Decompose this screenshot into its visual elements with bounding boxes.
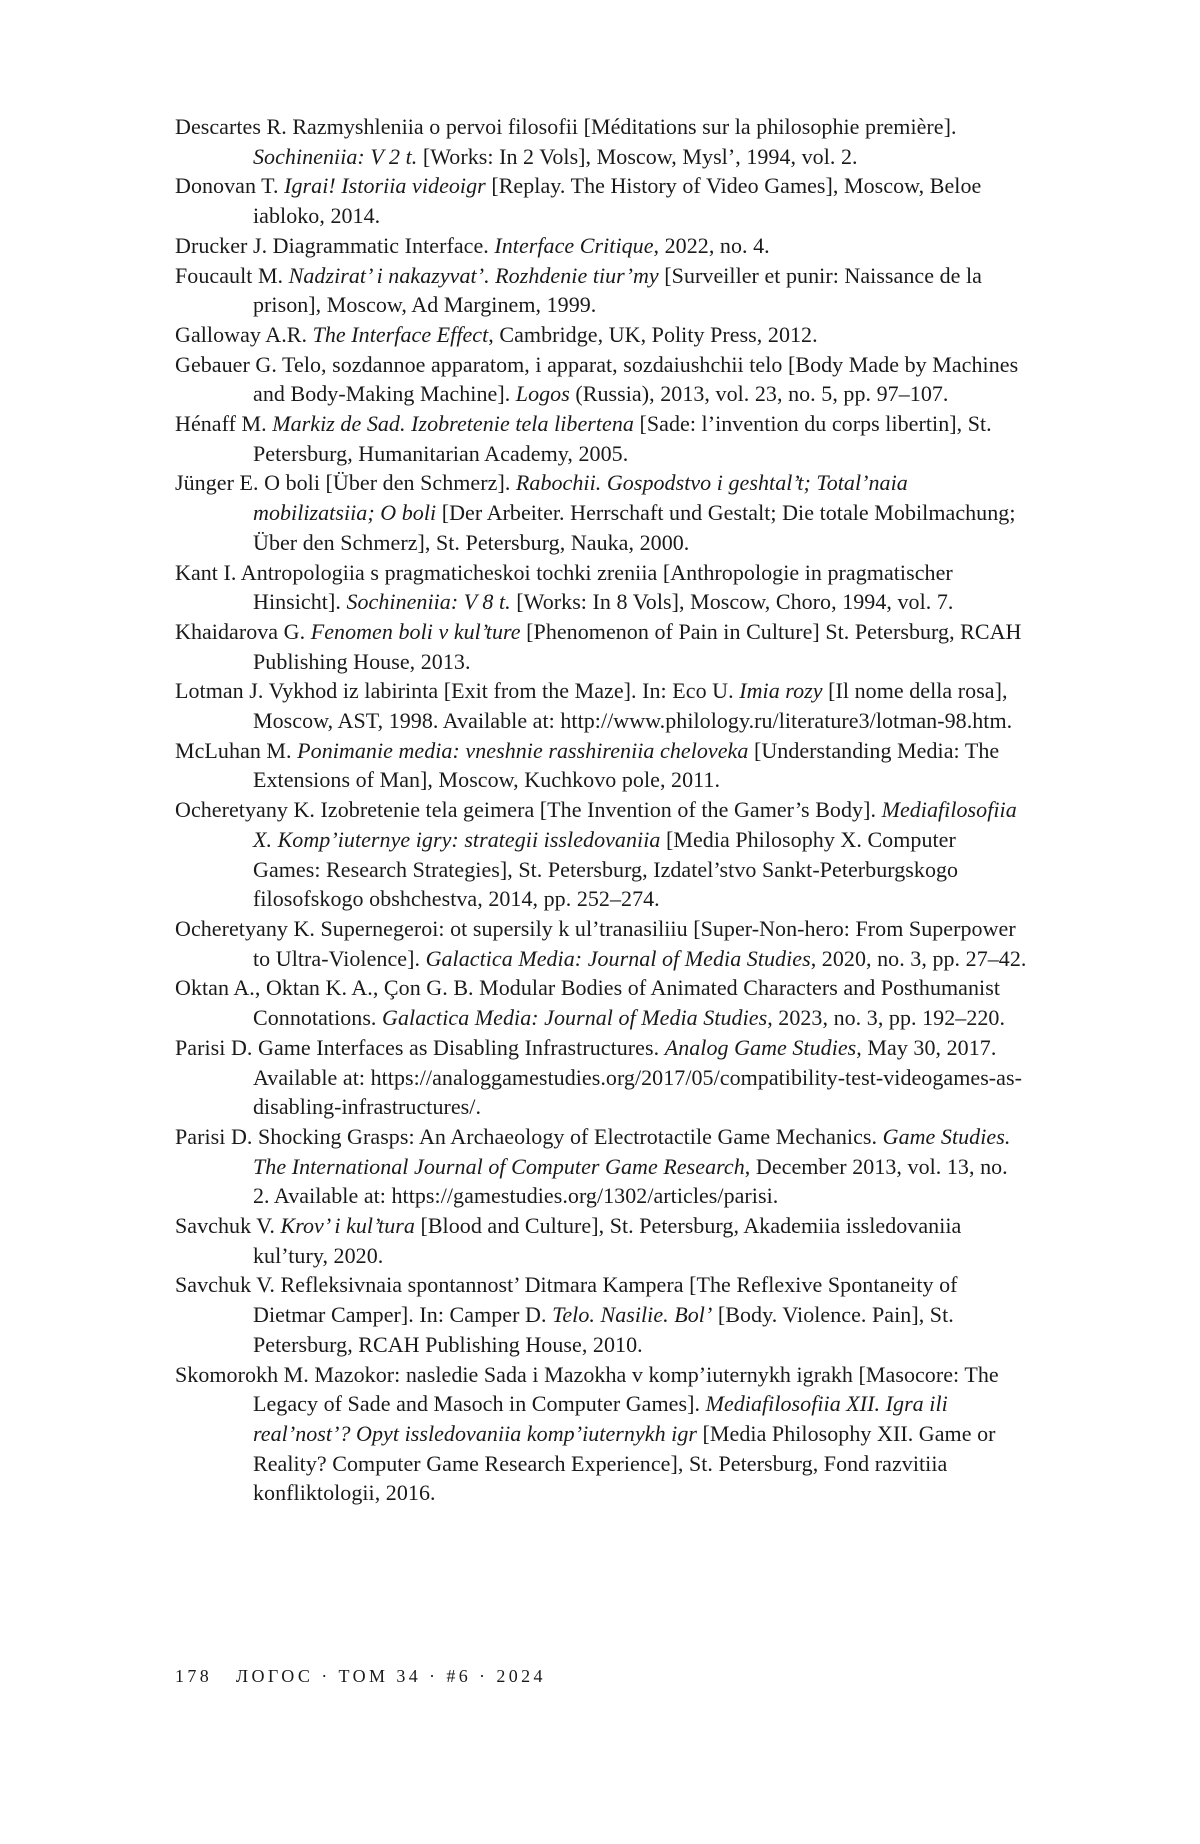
reference-text: , 2023, no. 3, pp. 192–220. (767, 1005, 1006, 1031)
reference-entry (175, 1360, 1027, 1509)
reference-text: , December 2013, vol. 13, no. 2. Available at: https://gamestudies.org/1302/articles/parisi. (253, 1153, 1008, 1209)
reference-title-italic: Galactica Media: Journal of Media Studies (425, 945, 811, 971)
reference-entry (175, 973, 1027, 1032)
reference-title-italic: Mediafilosofiia X. Komp’iuternye igry: strategii issledovaniia (253, 797, 1017, 852)
reference-text: [Media Philosophy XII. Game or Reality? Computer Game Research Experience], St. Petersburg, Fond razvitiia konfliktologii, 2016. (253, 1420, 996, 1506)
reference-entry (175, 261, 1027, 320)
reference-text: [Il nome della rosa], Moscow, AST, 1998. Available at: http://www.philology.ru/literature3/lotman-98.htm. (253, 678, 1013, 734)
reference-text: Savchuk V. (175, 1213, 281, 1239)
reference-text: [Media Philosophy X. Computer Games: Research Strategies], St. Petersburg, Izdatel’stvo Sankt-Peterburgskogo filosofskogo obshchestva, 2014, pp. 252–274. (253, 826, 959, 912)
reference-text: Khaidarova G. (175, 618, 311, 644)
reference-entry (175, 1033, 1027, 1122)
reference-entry (175, 736, 1027, 795)
reference-entry (175, 1122, 1027, 1211)
reference-title-italic: Telo. Nasilie. Bol’ (552, 1302, 713, 1328)
reference-title-italic: Fenomen boli v kul’ture (310, 618, 521, 644)
reference-text: [Understanding Media: The Extensions of Man], Moscow, Kuchkovo pole, 2011. (253, 737, 1000, 793)
reference-title-italic: Analog Game Studies (664, 1034, 857, 1060)
reference-entry (175, 558, 1027, 617)
reference-title-italic: Sochineniia: V 8 t. (346, 589, 511, 615)
reference-title-italic: Interface Critique (494, 232, 654, 258)
reference-title-italic: Markiz de Sad. Izobretenie tela libertena (272, 411, 634, 437)
reference-text: Drucker J. Diagrammatic Interface. (175, 232, 495, 258)
reference-text: McLuhan M. (175, 737, 298, 763)
reference-text: [Body. Violence. Pain], St. Petersburg, RCAH Publishing House, 2010. (253, 1302, 954, 1357)
reference-entry (175, 409, 1027, 468)
reference-entry (175, 231, 1027, 261)
footer-gap (212, 1666, 236, 1686)
reference-text: Donovan T. (175, 173, 285, 199)
reference-text: Oktan A., Oktan K. A., Çon G. B. Modular Bodies of Animated Characters and Posthumanist Connotations. (175, 975, 1000, 1031)
reference-text: Gebauer G. Telo, sozdannoe apparatom, i apparat, sozdaiushchii telo [Body Made by Machines and Body-Making Machine]. (175, 351, 1019, 407)
journal-running-footer: ЛОГОС · ТОМ 34 · #6 · 2024 (235, 1666, 546, 1686)
page-number: 178 (175, 1666, 213, 1686)
reference-text: [Replay. The History of Video Games], Moscow, Beloe iabloko, 2014. (253, 173, 982, 229)
reference-title-italic: Igrai! Istoriia videoigr (284, 173, 486, 199)
reference-text: Lotman J. Vykhod iz labirinta [Exit from the Maze]. In: Eco U. (175, 678, 740, 704)
reference-text: Foucault M. (175, 262, 289, 288)
reference-entry (175, 468, 1027, 557)
page-footer (175, 1666, 546, 1687)
reference-text: , May 30, 2017. Available at: https://analoggamestudies.org/2017/05/compatibility-test-videogames-as-disabling-infrastructures/. (253, 1034, 1022, 1120)
reference-title-italic: Imia rozy (739, 678, 823, 704)
reference-text: (Russia), 2013, vol. 23, no. 5, pp. 97–107. (569, 381, 949, 407)
reference-entry (175, 350, 1027, 409)
reference-entry (175, 1211, 1027, 1270)
reference-text: Savchuk V. Refleksivnaia spontannost’ Ditmara Kampera [The Reflexive Spontaneity of Dietmar Camper]. In: Camper D. (175, 1272, 958, 1328)
reference-entry (175, 112, 1027, 171)
reference-text: , Cambridge, UK, Polity Press, 2012. (488, 321, 818, 347)
reference-title-italic: Mediafilosofiia XII. Igra ili real’nost’? Opyt issledovaniia komp’iuternykh igr (253, 1391, 948, 1446)
reference-text: [Works: In 2 Vols], Moscow, Mysl’, 1994, vol. 2. (417, 143, 858, 169)
reference-entry (175, 914, 1027, 973)
reference-title-italic: The Interface Effect (312, 321, 489, 347)
reference-entry (175, 676, 1027, 735)
reference-text: Descartes R. Razmyshleniia o pervoi filosofii [Méditations sur la philosophie première]. (175, 114, 957, 139)
reference-text: [Surveiller et punir: Naissance de la prison], Moscow, Ad Marginem, 1999. (253, 262, 982, 318)
reference-entry (175, 617, 1027, 676)
reference-text: Ocheretyany K. Izobretenie tela geimera [The Invention of the Gamer’s Body]. (175, 797, 882, 823)
reference-text: [Works: In 8 Vols], Moscow, Choro, 1994, vol. 7. (510, 589, 954, 615)
reference-text: Hénaff M. (175, 411, 273, 437)
reference-title-italic: Game Studies. The International Journal of Computer Game Research (253, 1123, 1011, 1179)
reference-text: Galloway A.R. (175, 321, 313, 347)
reference-text: Parisi D. Shocking Grasps: An Archaeology of Electrotactile Game Mechanics. (175, 1123, 883, 1149)
reference-title-italic: Krov’ i kul’tura (280, 1213, 415, 1239)
reference-entry (175, 795, 1027, 914)
reference-text: , 2020, no. 3, pp. 27–42. (810, 945, 1027, 971)
reference-entry (175, 320, 1027, 350)
reference-text: Parisi D. Game Interfaces as Disabling Infrastructures. (175, 1034, 665, 1060)
reference-text: Skomorokh M. Mazokor: nasledie Sada i Mazokha v komp’iuternykh igrakh [Masocore: The Legacy of Sade and Masoch in Computer Games]. (175, 1361, 999, 1417)
reference-entry (175, 171, 1027, 230)
reference-text: [Blood and Culture], St. Petersburg, Akademiia issledovaniia kul’tury, 2020. (253, 1213, 962, 1268)
reference-text: [Sade: l’invention du corps libertin], St. Petersburg, Humanitarian Academy, 2005. (253, 411, 992, 466)
reference-entry (175, 1270, 1027, 1359)
reference-title-italic: Logos (515, 381, 570, 407)
reference-text: [Der Arbeiter. Herrschaft und Gestalt; Die totale Mobilmachung; Über den Schmerz], St. Petersburg, Nauka, 2000. (253, 500, 1016, 555)
reference-title-italic: Ponimanie media: vneshnie rasshireniia cheloveka (297, 737, 749, 763)
reference-text: Ocheretyany K. Supernegeroi: ot supersily k ul’tranasiliiu [Super-Non-hero: From Superpower to Ultra-Violence]. (175, 915, 1016, 971)
reference-text: , 2022, no. 4. (653, 232, 770, 258)
reference-text: Kant I. Antropologiia s pragmaticheskoi tochki zreniia [Anthropologie in pragmatischer Hinsicht]. (175, 559, 953, 615)
reference-title-italic: Rabochii. Gospodstvo i geshtal’t; Total’naia mobilizatsiia; O boli (253, 470, 908, 526)
reference-title-italic: Nadzirat’ i nakazyvat’. Rozhdenie tiur’my (288, 262, 659, 288)
reference-title-italic: Galactica Media: Journal of Media Studies (382, 1005, 768, 1031)
reference-title-italic: Sochineniia: V 2 t. (253, 143, 418, 169)
reference-text: [Phenomenon of Pain in Culture] St. Petersburg, RCAH Publishing House, 2013. (253, 618, 1022, 674)
reference-text: Jünger E. O boli [Über den Schmerz]. (175, 470, 516, 496)
reference-list (175, 112, 1027, 1508)
